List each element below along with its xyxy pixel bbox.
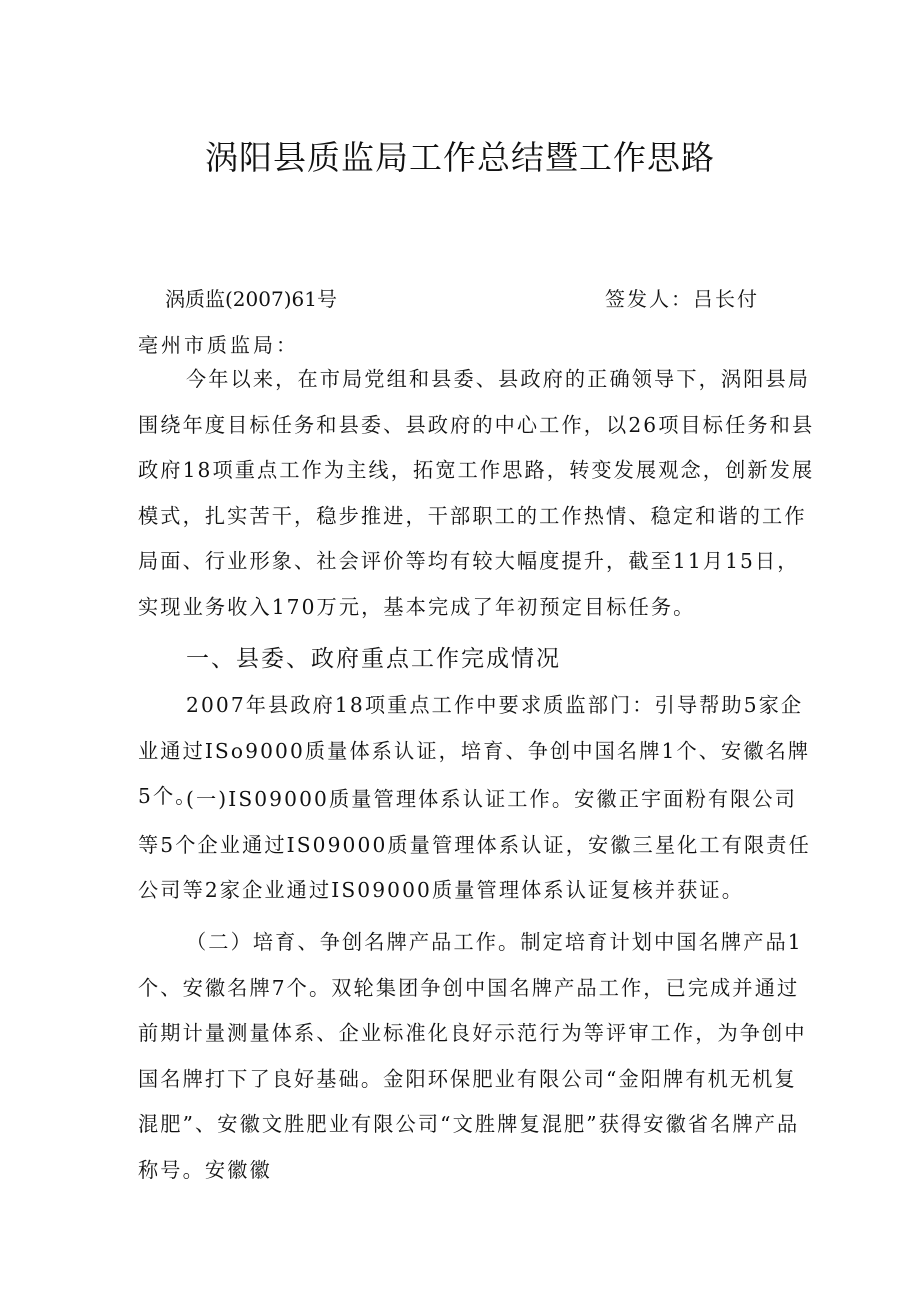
- intro-paragraph: 今年以来，在市局党组和县委、县政府的正确领导下，涡阳县局围绕年度目标任务和县委、县政府的中心工作，以26项目标任务和县政府18项重点工作为主线，拓宽工作思路，转变发展观念，创新发展模式，扎实苦干，稳步推进，干部职工的工作热情、稳定和谐的工作局面、行业形象、社会评价等均有较大幅度提升，截至11月15日，实现业务收入170万元，基本完成了年初预定目标任务。: [138, 367, 815, 619]
- recipient: 亳州市质监局：: [138, 333, 299, 357]
- section-1-heading: 一、县委、政府重点工作完成情况: [186, 646, 561, 672]
- signer: 签发人：吕长付: [605, 287, 759, 311]
- document-title: 涡阳县质监局工作总结暨工作思路: [205, 138, 715, 177]
- item-1-paragraph: (一)IS09000质量管理体系认证工作。安徽正宇面粉有限公司等5个企业通过IS09000质量管理体系认证，安徽三星化工有限责任公司等2家企业通过IS09000质量管理体系认证复核并获证。: [138, 787, 811, 903]
- item-2-paragraph: （二）培育、争创名牌产品工作。制定培育计划中国名牌产品1个、安徽名牌7个。双轮集团争创中国名牌产品工作，已完成并通过前期计量测量体系、企业标准化良好示范行为等评审工作，为争创中国名牌打下了良好基础。金阳环保肥业有限公司“金阳牌有机无机复混肥”、安徽文胜肥业有限公司“文胜牌复混肥”获得安徽省名牌产品称号。安徽徽: [138, 930, 807, 1182]
- document-number: 涡质监(2007)61号: [165, 287, 337, 311]
- section-1-body: 2007年县政府18项重点工作中要求质监部门：引导帮助5家企业通过ISo9000质量体系认证，培育、争创中国名牌1个、安徽名牌5个。: [138, 693, 811, 809]
